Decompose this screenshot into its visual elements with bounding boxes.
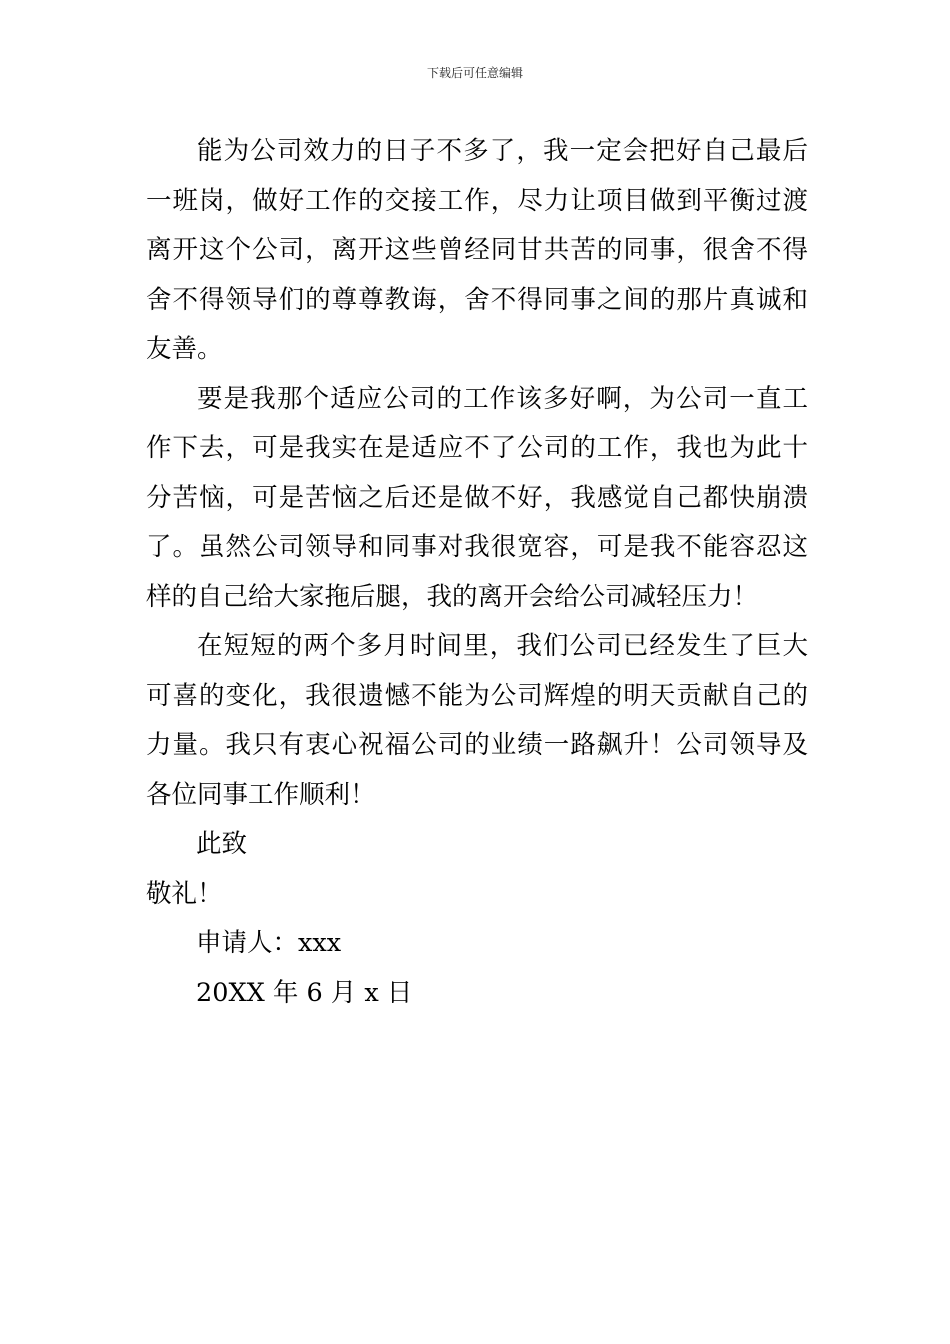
closing-regards: 敬礼！ bbox=[146, 878, 223, 909]
letter-body bbox=[146, 127, 808, 1018]
letter-paragraph-2: 要是我那个适应公司的工作该多好啊，为公司一直工作下去，可是我实在是适应不了公司的工作，我也为此十分苦恼，可是苦恼之后还是做不好，我感觉自己都快崩溃了。虽然公司领导和同事对我很宽容，可是我不能容忍这样的自己给大家拖后腿，我的离开会给公司减轻压力！ bbox=[146, 383, 808, 612]
letter-paragraph-1: 能为公司效力的日子不多了，我一定会把好自己最后一班岗，做好工作的交接工作，尽力让项目做到平衡过渡离开这个公司，离开这些曾经同甘共苦的同事，很舍不得舍不得领导们的尊尊教诲，舍不得同事之间的那片真诚和友善。 bbox=[146, 136, 808, 364]
page-header-note: 下载后可任意编辑 bbox=[426, 66, 523, 80]
applicant-signature: 申请人：xxx bbox=[196, 928, 342, 958]
closing-salutation: 此致 bbox=[196, 829, 248, 859]
letter-paragraph-3: 在短短的两个多月时间里，我们公司已经发生了巨大可喜的变化，我很遗憾不能为公司辉煌的明天贡献自己的力量。我只有衷心祝福公司的业绩一路飙升！公司领导及各位同事工作顺利！ bbox=[146, 631, 808, 810]
letter-date: 20XX 年 6 月 x 日 bbox=[196, 977, 413, 1008]
